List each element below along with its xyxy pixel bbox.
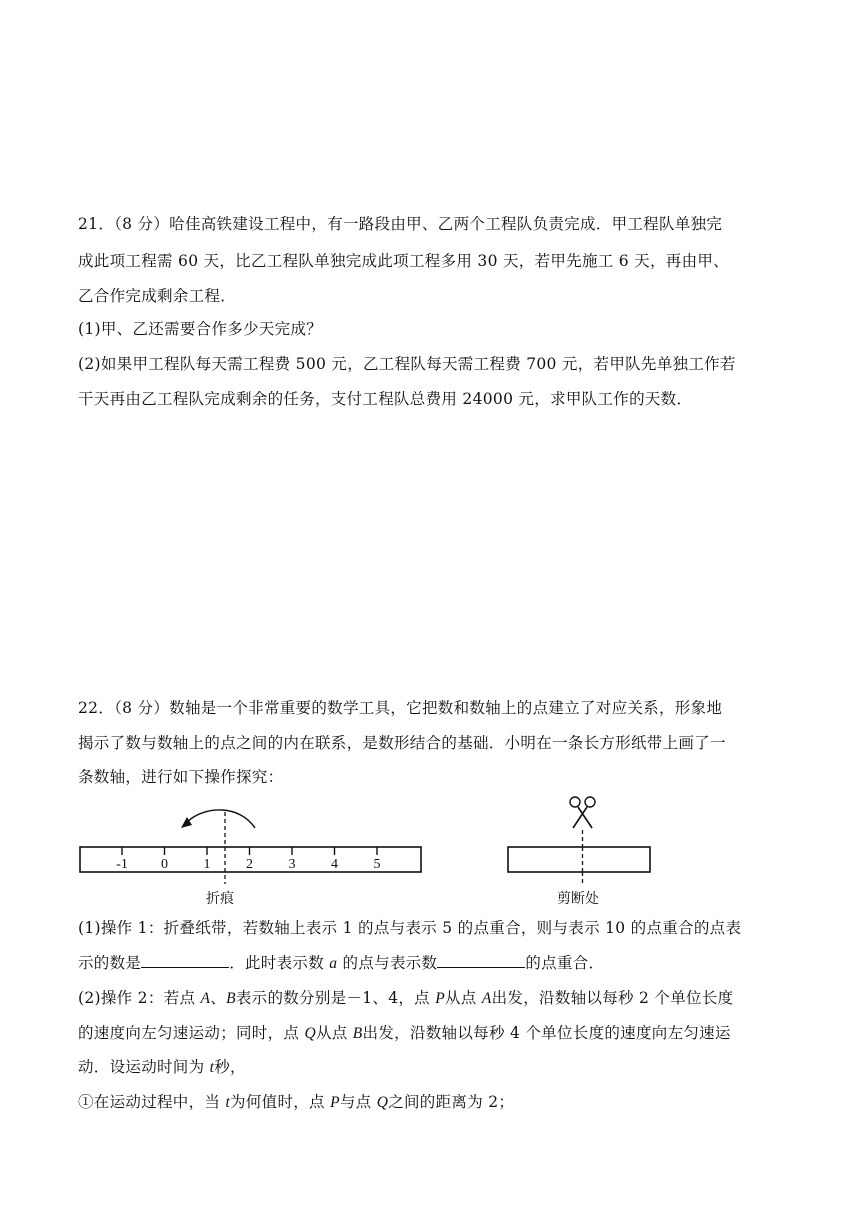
sub-i-text-b: 为何值时，点	[230, 1093, 331, 1111]
fold-label: 折痕	[206, 891, 234, 907]
op2-text-e: 的速度向左匀速运动；同时，点	[78, 1024, 305, 1042]
point-B-2: B	[352, 1025, 363, 1042]
number-line-strip-figure	[75, 800, 435, 910]
op2-text-a: (2)操作 2：若点	[78, 989, 201, 1007]
tick-label: -1	[116, 857, 128, 872]
q22-sub-i	[78, 1092, 514, 1113]
q21-line-2: 成此项工程需 60 天，比乙工程队单独完成此项工程多用 30 天，若甲先施工 6 天，再由甲、	[78, 252, 729, 270]
tick-label: 4	[331, 857, 338, 872]
q22-op2-line-1	[78, 988, 733, 1009]
answer-blank-1[interactable]	[141, 953, 229, 968]
q21-sub-1: (1)甲、乙还需要合作多少天完成？	[78, 320, 323, 338]
q21-sub-2-line-2: 干天再由乙工程队完成剩余的任务，支付工程队总费用 24000 元，求甲队工作的天数．	[78, 390, 693, 408]
op1-text-c: 的点与表示数	[342, 954, 438, 972]
q22-op2-line-2	[78, 1023, 731, 1044]
point-P: P	[435, 990, 445, 1007]
cut-strip-figure	[500, 790, 660, 910]
op2-text-g: 出发，沿数轴以每秒 4 个单位长度的速度向左匀速运	[362, 1024, 731, 1042]
point-A-2: A	[481, 990, 492, 1007]
op1-text-b: ．此时表示数	[229, 954, 325, 972]
op2-text-c: 从点	[445, 989, 482, 1007]
tick-label: 1	[203, 857, 211, 872]
paper-strip-cut	[508, 847, 650, 872]
q22-op1-line-2	[78, 953, 604, 974]
sub-i-text-a: ①在运动过程中，当	[78, 1093, 226, 1111]
op1-text-a: 示的数是	[78, 954, 142, 972]
point-Q-2: Q	[376, 1094, 389, 1111]
op2-text-h: 动．设运动时间为	[78, 1058, 210, 1076]
q21-line-3: 乙合作完成剩余工程．	[78, 287, 237, 305]
q22-line-2: 揭示了数与数轴上的点之间的内在联系，是数形结合的基础．小明在一条长方形纸带上画了一	[78, 734, 726, 752]
op2-sep: 、	[210, 989, 227, 1007]
point-Q: Q	[304, 1025, 316, 1042]
var-t: t	[209, 1059, 215, 1076]
fold-arrow	[187, 810, 255, 828]
q22-line-1: 22．（8 分）数轴是一个非常重要的数学工具，它把数和数轴上的点建立了对应关系，形象地	[78, 699, 723, 717]
tick-label: 3	[288, 857, 296, 872]
tick-label: 2	[246, 857, 253, 872]
q21-line-1: 21．（8 分）哈佳高铁建设工程中，有一路段由甲、乙两个工程队负责完成．甲工程队单独完	[78, 215, 723, 233]
q22-op2-line-3	[78, 1057, 246, 1078]
point-A: A	[200, 990, 211, 1007]
op1-text-d: 的点重合．	[525, 954, 605, 972]
op2-text-b: 表示的数分别是－1、4，点	[235, 989, 436, 1007]
point-B: B	[226, 990, 236, 1007]
q22-line-3: 条数轴，进行如下操作探究：	[78, 768, 284, 786]
var-a: a	[329, 955, 338, 972]
q22-op1-line-1: (1)操作 1：折叠纸带，若数轴上表示 1 的点与表示 5 的点重合，则与表示 10 的点重合的点表	[78, 919, 742, 937]
q21-sub-2-line-1: (2)如果甲工程队每天需工程费 500 元，乙工程队每天需工程费 700 元，若甲队先单独工作若	[78, 355, 736, 373]
sub-i-text-d: 之间的距离为 2；	[388, 1093, 515, 1111]
op2-text-f: 从点	[315, 1024, 353, 1042]
tick-label: 5	[373, 857, 381, 872]
point-P-2: P	[330, 1094, 340, 1111]
op2-text-i: 秒，	[214, 1058, 246, 1076]
tick-label: 0	[161, 857, 168, 872]
sub-i-text-c: 与点	[339, 1093, 377, 1111]
var-t-2: t	[225, 1094, 231, 1111]
answer-blank-2[interactable]	[437, 953, 525, 968]
cut-label: 剪断处	[557, 891, 599, 907]
op2-text-d: 出发，沿数轴以每秒 2 个单位长度	[491, 989, 734, 1007]
scissors-icon	[570, 797, 595, 828]
